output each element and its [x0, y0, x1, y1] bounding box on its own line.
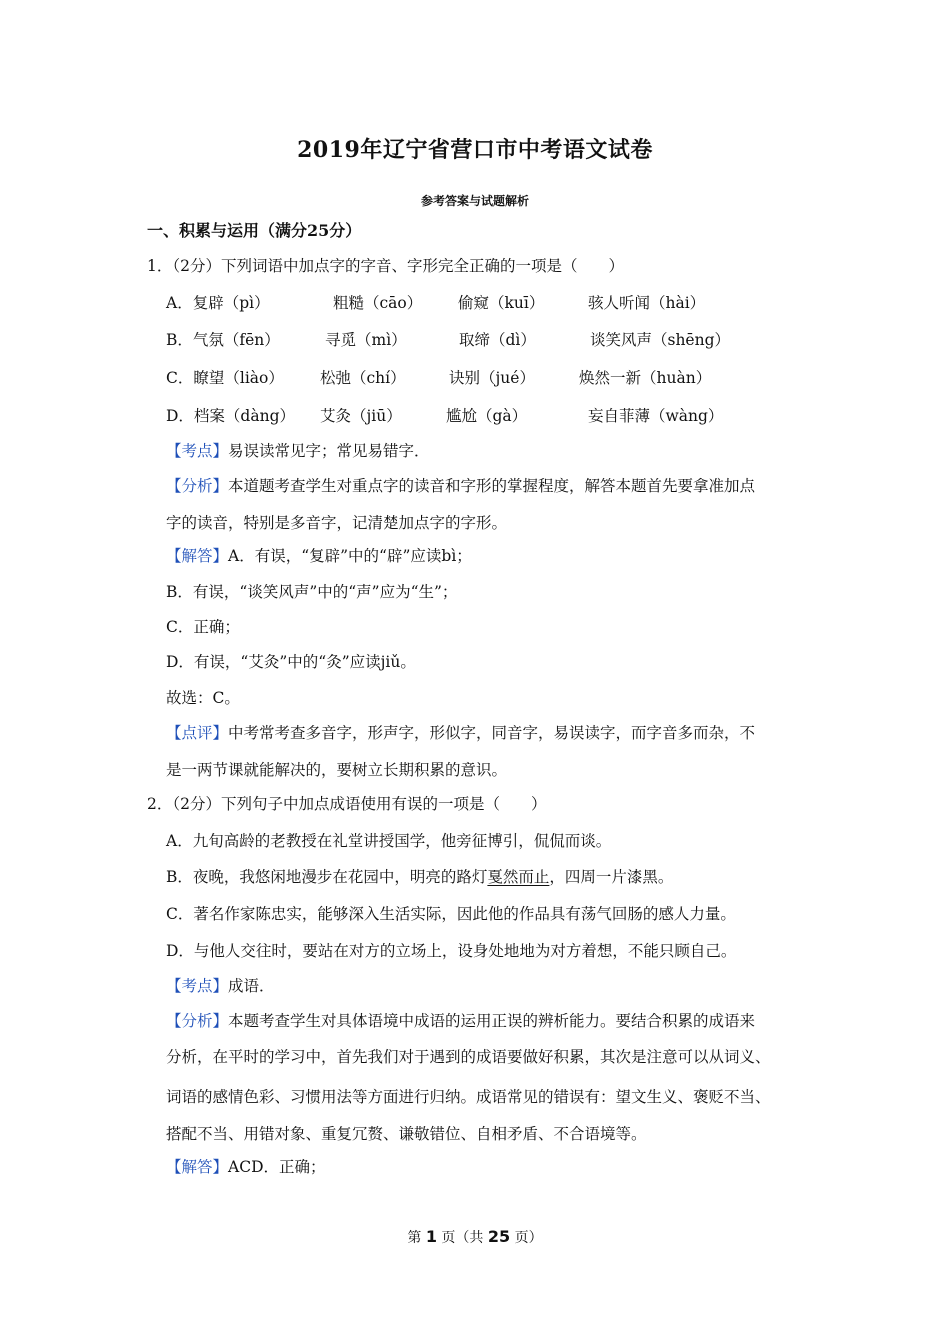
- q1-option-a-1: A．复辟（pì）: [166, 294, 270, 312]
- page-number: 1: [425, 1227, 437, 1246]
- q1-option-c-1: C．瞭望（liào）: [166, 369, 284, 387]
- jieda-tag: 【解答】: [166, 547, 229, 565]
- q2-fenxi-line4: 搭配不当、用错对象、重复冗赘、谦敬错位、自相矛盾、不合语境等。: [166, 1125, 647, 1143]
- page-title: 2019年辽宁省营口市中考语文试卷: [297, 137, 653, 163]
- kaodian-tag: 【考点】: [166, 442, 229, 460]
- q1-jieda-line3: C．正确；: [166, 618, 240, 636]
- q1-option-b-4: 谈笑风声（shēng）: [590, 331, 731, 349]
- q2-fenxi-line3: 词语的感情色彩、习惯用法等方面进行归纳。成语常见的错误有：望文生义、褒贬不当、: [166, 1088, 771, 1106]
- kaodian-tag: 【考点】: [166, 977, 229, 995]
- q1-option-a-2: 粗糙（cāo）: [333, 294, 423, 312]
- footer-pre: 第: [407, 1230, 426, 1246]
- question-2-stem: 2．（2分）下列句子中加点成语使用有误的一项是（ ）: [147, 795, 547, 813]
- q1-option-a-4: 骇人听闻（hài）: [588, 294, 706, 312]
- q2-jieda-text: ACD．正确；: [228, 1158, 326, 1176]
- q1-dianping-line2: 是一两节课就能解决的，要树立长期积累的意识。: [166, 761, 508, 779]
- fenxi-tag: 【分析】: [166, 477, 229, 495]
- q1-option-c-4: 焕然一新（huàn）: [579, 369, 712, 387]
- q1-fenxi: [166, 476, 755, 496]
- q1-option-b-1: B．气氛（fēn）: [166, 331, 280, 349]
- q2-option-b-post: ，四周一片漆黑。: [549, 868, 674, 886]
- q1-fenxi-text: 本道题考查学生对重点字的读音和字形的掌握程度，解答本题首先要拿准加点: [228, 477, 756, 495]
- q1-jieda-line4: D．有误，“艾灸”中的“灸”应读jiǔ。: [166, 653, 416, 671]
- q1-fenxi-line2: 字的读音，特别是多音字，记清楚加点字的字形。: [166, 514, 508, 532]
- footer-post: 页）: [510, 1230, 543, 1246]
- q1-jieda-text: A．有误，“复辟”中的“辟”应读bì；: [228, 547, 472, 565]
- q2-kaodian-text: 成语．: [228, 977, 275, 995]
- q1-option-d-3: 尴尬（gà）: [446, 407, 528, 425]
- q2-option-b-pre: B．夜晚，我悠闲地漫步在花园中，明亮的路灯: [166, 868, 488, 886]
- page-footer: [0, 1227, 950, 1247]
- q2-option-b-idiom: 戛然而止: [487, 868, 550, 886]
- q1-option-d-1: D．档案（dàng）: [166, 407, 295, 425]
- q1-dianping-text: 中考常考查多音字，形声字，形似字，同音字，易误读字，而字音多而杂，不: [228, 724, 756, 742]
- fenxi-tag: 【分析】: [166, 1012, 229, 1030]
- q1-kaodian-text: 易误读常见字；常见易错字．: [228, 442, 430, 460]
- q1-option-d-2: 艾灸（jiū）: [320, 407, 402, 425]
- section-heading: 一、积累与运用（满分25分）: [147, 221, 362, 240]
- q1-option-c-3: 诀别（jué）: [449, 369, 535, 387]
- q2-fenxi-line2: 分析，在平时的学习中，首先我们对于遇到的成语要做好积累，其次是注意可以从词义、: [166, 1048, 771, 1066]
- q2-jieda: [166, 1157, 326, 1177]
- q2-fenxi-text: 本题考查学生对具体语境中成语的运用正误的辨析能力。要结合积累的成语来: [228, 1012, 756, 1030]
- question-1-stem: 1．（2分）下列词语中加点字的字音、字形完全正确的一项是（ ）: [147, 257, 624, 275]
- q1-option-b-3: 取缔（dì）: [459, 331, 536, 349]
- q2-option-b: [166, 867, 673, 887]
- q1-jieda-line2: B．有误，“谈笑风声”中的“声”应为“生”；: [166, 583, 458, 601]
- jieda-tag: 【解答】: [166, 1158, 229, 1176]
- q2-option-d: D．与他人交往时，要站在对方的立场上，设身处地地为对方着想，不能只顾自己。: [166, 942, 737, 960]
- footer-mid: 页（共: [436, 1230, 488, 1246]
- q2-kaodian: [166, 976, 275, 996]
- q1-dianping: [166, 723, 755, 743]
- q1-option-c-2: 松弛（chí）: [320, 369, 406, 387]
- q2-option-c: C．著名作家陈忠实，能够深入生活实际，因此他的作品具有荡气回肠的感人力量。: [166, 905, 736, 923]
- page-total: 25: [487, 1227, 511, 1246]
- dianping-tag: 【点评】: [166, 724, 229, 742]
- q1-option-b-2: 寻觅（mì）: [325, 331, 407, 349]
- q1-option-a-3: 偷窥（kuī）: [458, 294, 545, 312]
- q1-jieda: [166, 546, 472, 566]
- q1-kaodian: [166, 441, 430, 461]
- page-subtitle: 参考答案与试题解析: [420, 194, 529, 208]
- q2-fenxi: [166, 1011, 755, 1031]
- q1-option-d-4: 妄自菲薄（wàng）: [588, 407, 724, 425]
- q2-option-a: A．九旬高龄的老教授在礼堂讲授国学，他旁征博引，侃侃而谈。: [166, 832, 612, 850]
- q1-jieda-line5: 故选：C。: [166, 689, 240, 707]
